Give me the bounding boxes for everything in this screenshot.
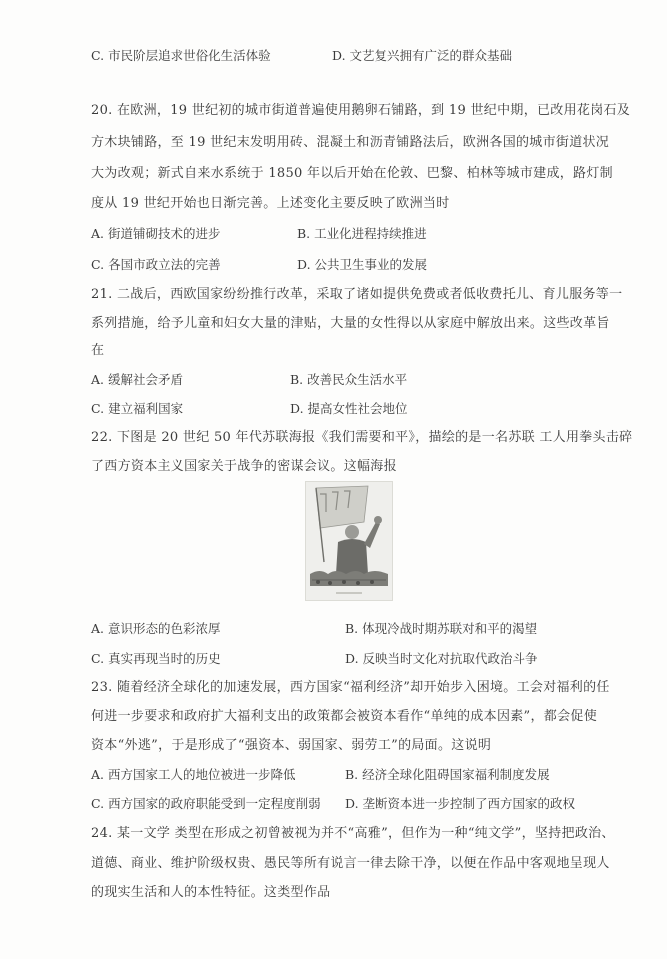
q20-option-c: C. 各国市政立法的完善	[91, 257, 221, 272]
q20-option-b: B. 工业化进程持续推进	[297, 226, 427, 241]
q20-line-2: 方木块铺路，至 19 世纪末发明用砖、混凝土和沥青铺路法后，欧洲各国的城市街道状况	[91, 135, 610, 150]
q20-option-d: D. 公共卫生事业的发展	[297, 257, 428, 272]
prev-option-c: C. 市民阶层追求世俗化生活体验	[91, 48, 271, 63]
q20-line-3: 大为改观；新式自来水系统于 1850 年以后开始在伦敦、巴黎、柏林等城市建成，路灯制	[91, 166, 613, 181]
q20-option-a: A. 街道铺砌技术的进步	[91, 226, 221, 241]
q22-line-1: 22. 下图是 20 世纪 50 年代苏联海报《我们需要和平》，描绘的是一名苏联 工人用拳头击碎	[91, 430, 633, 445]
q24-line-1: 24. 某一文学 类型在形成之初曾被视为并不“高雅”，但作为一种“纯文学”，坚持把政治、	[91, 826, 615, 841]
poster-illustration	[306, 482, 392, 600]
soviet-peace-poster-image	[305, 481, 393, 601]
q22-option-d: D. 反映当时文化对抗取代政治斗争	[345, 651, 538, 666]
prev-option-d: D. 文艺复兴拥有广泛的群众基础	[332, 48, 513, 63]
q24-line-2: 道德、商业、维护阶级权贵、愚民等所有说言一律去除干净，以便在作品中客观地呈现人	[91, 856, 610, 871]
q22-option-a: A. 意识形态的色彩浓厚	[91, 621, 221, 636]
q21-option-d: D. 提高女性社会地位	[290, 401, 408, 416]
q21-option-b: B. 改善民众生活水平	[290, 372, 408, 387]
q23-option-a: A. 西方国家工人的地位被进一步降低	[91, 767, 296, 782]
q24-line-3: 的现实生活和人的本性特征。这类型作品	[91, 885, 331, 900]
q23-line-3: 资本“外逃”，于是形成了“强资本、弱国家、弱劳工”的局面。这说明	[91, 738, 492, 753]
q21-option-a: A. 缓解社会矛盾	[91, 372, 183, 387]
q20-line-1: 20. 在欧洲，19 世纪初的城市街道普遍使用鹅卵石铺路，到 19 世纪中期，已改用花岗石及	[91, 103, 631, 118]
q21-line-2: 系列措施，给予儿童和妇女大量的津贴，大量的女性得以从家庭中解放出来。这些改革旨	[91, 316, 610, 331]
q23-option-b: B. 经济全球化阻碍国家福利制度发展	[345, 767, 550, 782]
q20-line-4: 度从 19 世纪开始也日渐完善。上述变化主要反映了欧洲当时	[91, 196, 450, 211]
q23-option-d: D. 垄断资本进一步控制了西方国家的政权	[345, 796, 576, 811]
q22-option-c: C. 真实再现当时的历史	[91, 651, 221, 666]
q22-option-b: B. 体现冷战时期苏联对和平的渴望	[345, 621, 538, 636]
q23-line-1: 23. 随着经济全球化的加速发展，西方国家“福利经济”却开始步入困境。工会对福利的任	[91, 680, 610, 695]
q21-line-3: 在	[91, 343, 105, 358]
q22-line-2: 了西方资本主义国家关于战争的密谋会议。这幅海报	[91, 459, 397, 474]
q21-option-c: C. 建立福利国家	[91, 401, 184, 416]
q21-line-1: 21. 二战后，西欧国家纷纷推行改革，采取了诸如提供免费或者低收费托儿、育儿服务等一	[91, 287, 623, 302]
q23-line-2: 何进一步要求和政府扩大福利支出的政策都会被资本看作“单纯的成本因素”，都会促使	[91, 709, 597, 724]
q23-option-c: C. 西方国家的政府职能受到一定程度削弱	[91, 796, 321, 811]
